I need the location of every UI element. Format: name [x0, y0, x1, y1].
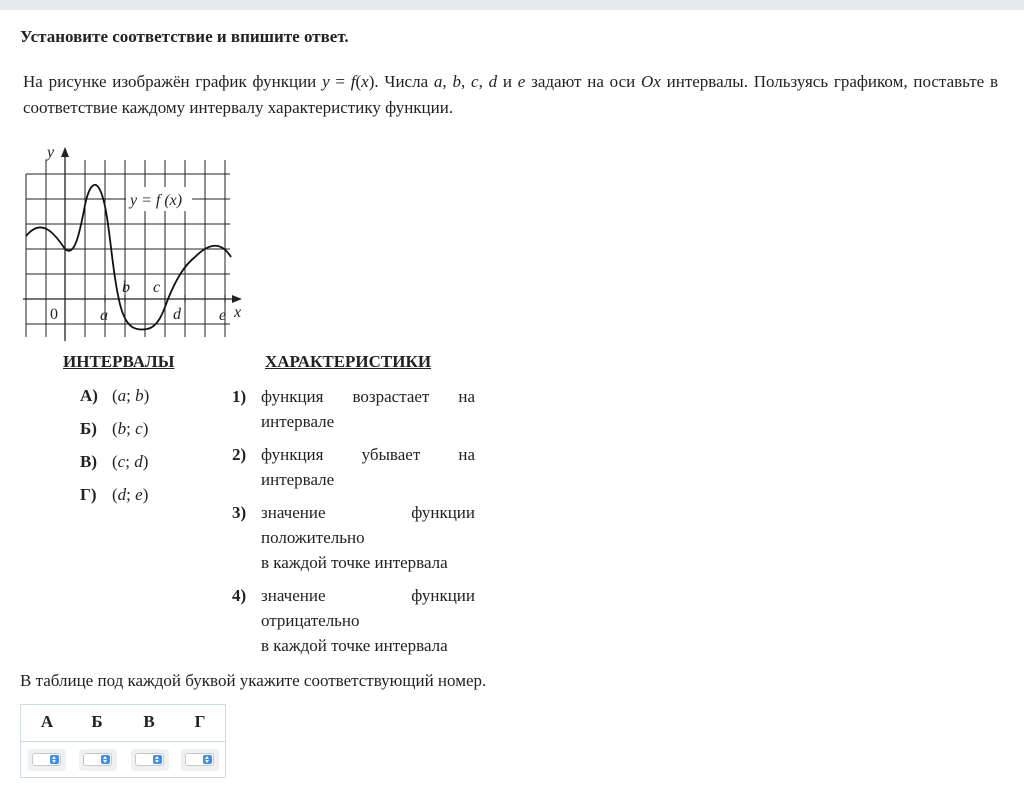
column-label-v: В	[143, 712, 155, 731]
task-heading: Установите соответствие и впишите ответ.	[20, 27, 349, 46]
select-arrows-icon	[50, 755, 59, 764]
point-a-label: a	[100, 307, 108, 324]
task-intro: На рисунке изображён график функции y = f(x). Числа a, b, c, d и e задают на оси Ox интервалы. Пользуясь графиком, поставьте в соответствие каждому интервалу характеристику функции.	[23, 72, 999, 117]
answer-table	[20, 704, 226, 778]
column-label-a: А	[40, 712, 54, 731]
answer-select-g[interactable]	[185, 753, 214, 766]
x-axis-label: x	[234, 304, 242, 321]
answer-select-b[interactable]	[83, 753, 112, 766]
column-label-b: Б	[91, 712, 103, 731]
origin-label: 0	[50, 306, 58, 323]
interval-item: Б) (b; c)	[80, 419, 149, 438]
answer-select-a[interactable]	[32, 753, 61, 766]
point-b-label: b	[122, 279, 130, 296]
characteristic-item: 3) значение функции положительно в каждой точке интервала	[232, 503, 475, 572]
answer-cell-v	[131, 749, 169, 771]
interval-item: Г) (d; e)	[80, 485, 149, 504]
interval-item: А) (a; b)	[80, 386, 150, 405]
characteristic-item: 1) функция возрастает на интервале	[232, 387, 475, 431]
characteristics-header: ХАРАКТЕРИСТИКИ	[265, 352, 432, 371]
characteristic-item: 2) функция убывает на интервале	[232, 445, 475, 489]
select-arrows-icon	[203, 755, 212, 764]
function-graph	[23, 143, 248, 345]
function-label: y = f (x)	[130, 192, 183, 209]
select-arrows-icon	[153, 755, 162, 764]
point-c-label: c	[153, 279, 161, 296]
answer-cell-b	[79, 749, 117, 771]
characteristic-item: 4) значение функции отрицательно в каждой точке интервала	[232, 586, 475, 655]
point-e-label: e	[219, 307, 227, 324]
answer-instruction: В таблице под каждой буквой укажите соответствующий номер.	[20, 671, 487, 690]
answer-table-header	[21, 705, 225, 742]
intervals-header: ИНТЕРВАЛЫ	[63, 352, 175, 371]
column-label-g: Г	[194, 712, 206, 731]
point-d-label: d	[173, 306, 181, 323]
y-axis-label: y	[47, 144, 55, 161]
top-bar	[0, 0, 1024, 10]
answer-select-v[interactable]	[135, 753, 164, 766]
interval-item: В) (c; d)	[80, 452, 149, 471]
answer-cell-a	[28, 749, 66, 771]
select-arrows-icon	[101, 755, 110, 764]
answer-cell-g	[181, 749, 219, 771]
